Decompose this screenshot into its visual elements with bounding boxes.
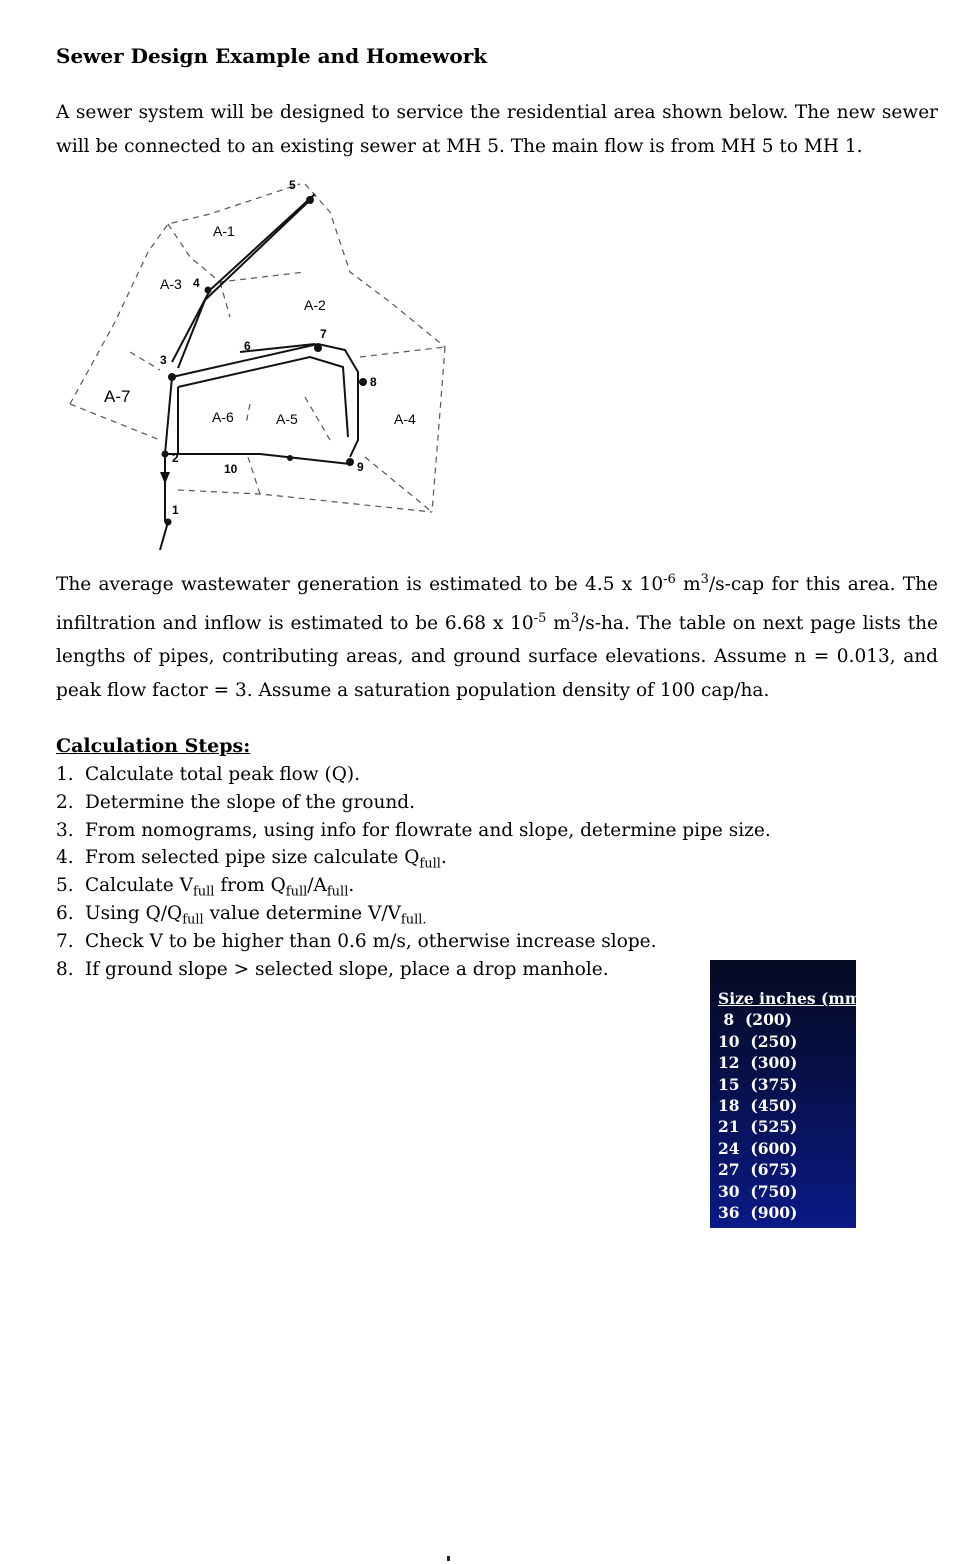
pipe-size-row: 10 (250) (718, 1031, 798, 1051)
pipe-size-row: 12 (300) (718, 1053, 798, 1073)
area-label-a5: A-5 (276, 411, 298, 427)
manhole-label-1: 1 (172, 503, 179, 517)
page-title: Sewer Design Example and Homework (56, 44, 488, 68)
manhole-label-6: 6 (244, 339, 251, 353)
pipe-size-row: 21 (525) (718, 1117, 798, 1137)
intro-paragraph: A sewer system will be designed to service the residential area shown below. The new sewer will be connected to an existing sewer at MH 5. The main flow is from MH 5 to MH 1. (56, 102, 938, 157)
list-item: 4. From selected pipe size calculate $Q_{full}$. (56, 847, 447, 873)
list-item: 8. If ground slope > selected slope, place a drop manhole. (56, 958, 609, 980)
area-boundaries (70, 184, 445, 512)
pipe-size-row: 24 (600) (718, 1138, 798, 1158)
list-item: 1. Calculate total peak flow (Q). (56, 764, 361, 785)
manhole-label-3: 3 (160, 353, 167, 367)
manhole-labels (160, 178, 377, 517)
area-label-a4: A-4 (394, 411, 416, 427)
pipe-size-row: 36 (900) (718, 1203, 798, 1223)
area-labels (104, 223, 416, 427)
manhole-label-2: 2 (172, 451, 179, 465)
manhole-label-4: 4 (193, 276, 200, 290)
area-label-a2: A-2 (304, 297, 326, 313)
list-item: 3. From nomograms, using info for flowrate and slope, determine pipe size. (56, 819, 771, 841)
manhole-label-7: 7 (320, 327, 327, 341)
description-paragraph: The average wastewater generation is estimated to be 4.5 x $10^{-6}$ $m^3/s$-cap for this area. The infiltration and inflow is estimated to be 6.68 x $10^{-5}$ $m^3/s-ha$. The table on next page lists the lengths of pipes, contributing areas, and ground surface elevations. Assume n = 0.013, and peak flow factor = 3. Assume a saturation population density of 100 cap/ha. (56, 572, 938, 701)
pipe-size-row: 8 (200) (718, 1010, 792, 1030)
sewer-pipes (160, 194, 358, 550)
area-label-a3: A-3 (160, 276, 182, 292)
pipe-size-row: 27 (675) (718, 1160, 798, 1180)
steps-heading: Calculation Steps: (56, 735, 251, 757)
list-item: 5. Calculate $V_{full}$ from $Q_{full}/A_{full}$. (56, 875, 355, 900)
area-label-a6: A-6 (212, 409, 234, 425)
area-label-a1: A-1 (213, 223, 235, 239)
manhole-label-10: 10 (224, 462, 238, 476)
pipe-size-row: 30 (750) (718, 1181, 798, 1201)
calculation-steps-list (56, 761, 771, 983)
sewer-network-diagram (60, 172, 460, 554)
list-item: 6. Using $Q/Q_{full}$ value determine $V/V_{full.}$ (56, 902, 427, 928)
area-label-a7: A-7 (104, 387, 131, 406)
pipe-size-heading: Size inches (mm) (718, 989, 869, 1008)
pipe-size-table (710, 960, 869, 1228)
manhole-label-8: 8 (370, 375, 377, 389)
list-item: 7. Check V to be higher than 0.6 m/s, otherwise increase slope. (56, 930, 657, 952)
manhole-label-5: 5 (289, 178, 296, 192)
manhole-label-9: 9 (357, 460, 364, 474)
list-item: 2. Determine the slope of the ground. (56, 791, 416, 813)
pipe-size-row: 15 (375) (718, 1074, 798, 1094)
cursor-mark (447, 1556, 450, 1561)
pipe-size-row: 18 (450) (718, 1096, 798, 1116)
